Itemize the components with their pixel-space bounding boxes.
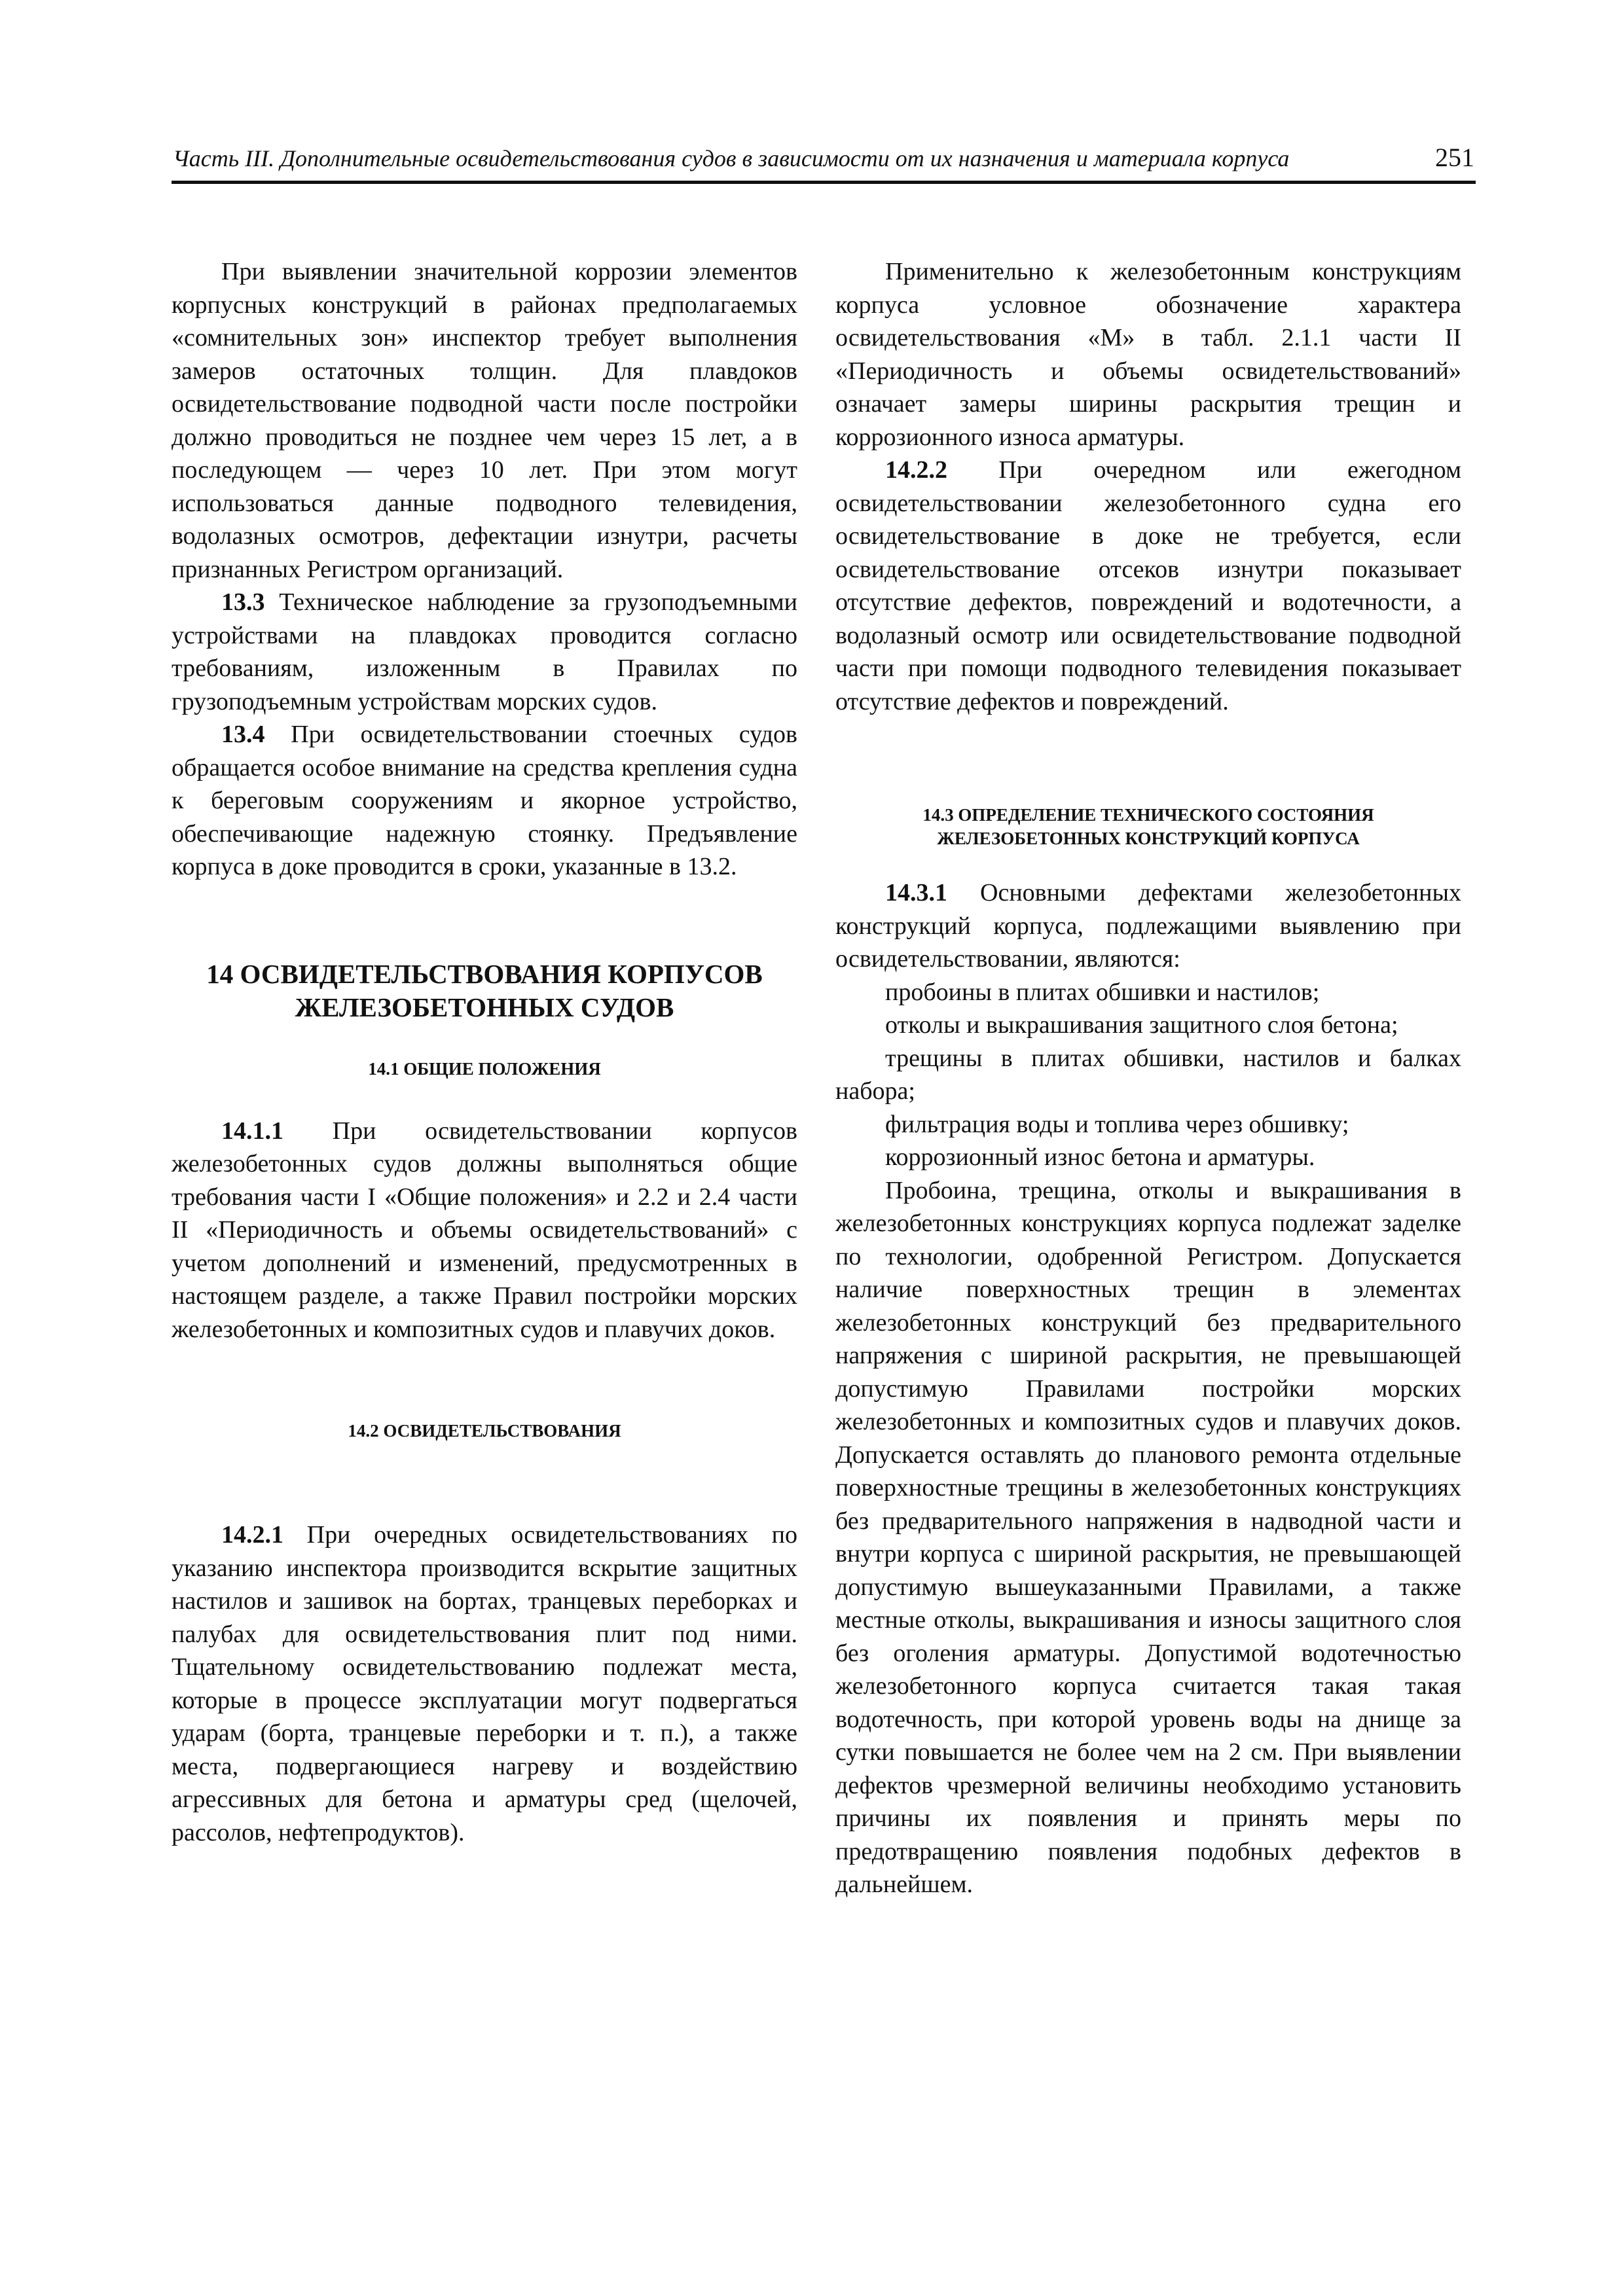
paragraph-14-1-1 xyxy=(172,1115,797,1346)
subsection-14-1-title: 14.1 ОБЩИЕ ПОЛОЖЕНИЯ xyxy=(368,1058,601,1079)
clause-number: 14.1.1 xyxy=(221,1117,283,1145)
subsection-14-2-title: 14.2 ОСВИДЕТЕЛЬСТВОВАНИЯ xyxy=(348,1421,621,1441)
clause-number: 13.3 xyxy=(221,588,265,616)
clause-number: 14.3.1 xyxy=(885,879,947,906)
paragraph-13-4 xyxy=(172,718,797,884)
paragraph-14-2-2 xyxy=(835,454,1461,718)
defect-list-item: пробоины в плитах обшивки и настилов; xyxy=(885,978,1320,1006)
clause-text: При освидетельствовании корпусов железобетонных судов должны выполняться общие требования части I «Общие положения» и 2.2 и 2.4 части II «Периодичность и объемы освидетельствований» с учетом дополнений и изменений, предусмотренных в настоящем разделе, а также Правил постройки морских железобетонных и композитных судов и плавучих доков. xyxy=(172,1117,797,1343)
defect-list-item: коррозионный износ бетона и арматуры. xyxy=(885,1143,1315,1171)
right-column xyxy=(835,255,1461,1901)
clause-number: 14.2.2 xyxy=(885,456,947,484)
clause-number: 14.2.1 xyxy=(221,1521,283,1549)
subsection-title-line: 14.3 ОПРЕДЕЛЕНИЕ ТЕХНИЧЕСКОГО СОСТОЯНИЯ xyxy=(922,805,1374,825)
defect-list-item: отколы и выкрашивания защитного слоя бетона; xyxy=(885,1011,1398,1039)
paragraph-repair: Пробоина, трещина, отколы и выкрашивания в железобетонных конструкциях корпуса подлежат заделке по технологии, одобренной Регистром. Допускается наличие поверхностных трещин в элементах железобетонных конструкций без предварительного напряжения с шириной раскрытия, не превышающей допустимую Правилами постройки морских железобетонных и композитных судов и плавучих доков. Допускается оставлять до планового ремонта отдельные поверхностные трещины в железобетонных конструкциях без предварительного напряжения в надводной части и внутри корпуса с шириной раскрытия, не превышающей допустимую вышеуказанными Правилами, а также местные отколы, выкрашивания и износы защитного слоя без оголения арматуры. Допустимой водотечностью железобетонного корпуса считается такая такая водотечность, при которой уровень воды на днище за сутки повышается не более чем на 2 см. При выявлении дефектов чрезмерной величины необходимо установить причины их появления и принять меры по предотвращению появления подобных дефектов в дальнейшем. xyxy=(835,1176,1461,1898)
paragraph-14-3-1 xyxy=(835,876,1461,976)
running-title: Часть III. Дополнительные освидетельствования судов в зависимости от их назначения и материала корпуса xyxy=(173,145,1290,171)
defect-list-item: трещины в плитах обшивки, настилов и балках набора; xyxy=(835,1044,1461,1105)
clause-number: 13.4 xyxy=(221,721,265,748)
subsection-title-line: ЖЕЛЕЗОБЕТОННЫХ КОНСТРУКЦИЙ КОРПУСА xyxy=(937,829,1360,848)
paragraph-13-3 xyxy=(172,586,797,718)
section-title-line: ЖЕЛЕЗОБЕТОННЫХ СУДОВ xyxy=(295,992,674,1022)
section-title-line: 14 ОСВИДЕТЕЛЬСТВОВАНИЯ КОРПУСОВ xyxy=(206,958,763,989)
clause-text: При очередных освидетельствованиях по указанию инспектора производится вскрытие защитных настилов и зашивок на бортах, транцевых переборках и палубах для освидетельствования плит под ними. Тщательному освидетельствованию подлежат места, которые в процессе эксплуатации могут подвергаться ударам (борта, транцевые переборки и т. п.), а также места, подвергающиеся нагреву и воздействию агрессивных для бетона и арматуры сред (щелочей, рассолов, нефтепродуктов). xyxy=(172,1521,797,1846)
paragraph-14-2-1 xyxy=(172,1518,797,1849)
paragraph-marking: Применительно к железобетонным конструкциям корпуса условное обозначение характера освидетельствования «М» в табл. 2.1.1 части II «Периодичность и объемы освидетельствований» означает замеры ширины раскрытия трещин и коррозионного износа арматуры. xyxy=(835,258,1461,451)
clause-text: При очередном или ежегодном освидетельствовании железобетонного судна его освидетельствование в доке не требуется, если освидетельствование отсеков изнутри показывает отсутствие дефектов, повреждений и водотечности, а водолазный осмотр или освидетельствование подводной части при помощи подводного телевидения показывает отсутствие дефектов и повреждений. xyxy=(835,456,1462,715)
clause-text: Основными дефектами железобетонных конструкций корпуса, подлежащими выявлению при освидетельствовании, являются: xyxy=(835,879,1462,973)
paragraph-corrosion: При выявлении значительной коррозии элементов корпусных конструкций в районах предполагаемых «сомнительных зон» инспектор требует выполнения замеров остаточных толщин. Для плавдоков освидетельствование подводной части после постройки должно проводиться не позднее чем через 15 лет, а в последующем — через 10 лет. При этом могут использоваться данные подводного телевидения, водолазных осмотров, дефектации изнутри, расчеты признанных Регистром организаций. xyxy=(172,258,797,583)
left-column xyxy=(172,255,797,1849)
clause-text: При освидетельствовании стоечных судов обращается особое внимание на средства крепления судна к береговым сооружениям и якорное устройство, обеспечивающие надежную стоянку. Предъявление корпуса в доке проводится в сроки, указанные в 13.2. xyxy=(172,721,798,880)
page-header xyxy=(172,141,1476,184)
section-14-title xyxy=(172,958,797,1024)
page-number: 251 xyxy=(1435,143,1474,172)
subsection-14-3-title xyxy=(835,803,1461,850)
clause-text: Техническое наблюдение за грузоподъемными устройствами на плавдоках проводится согласно требованиям, изложенным в Правилах по грузоподъемным устройствам морских судов. xyxy=(172,588,798,715)
defect-list-item: фильтрация воды и топлива через обшивку; xyxy=(885,1110,1349,1138)
